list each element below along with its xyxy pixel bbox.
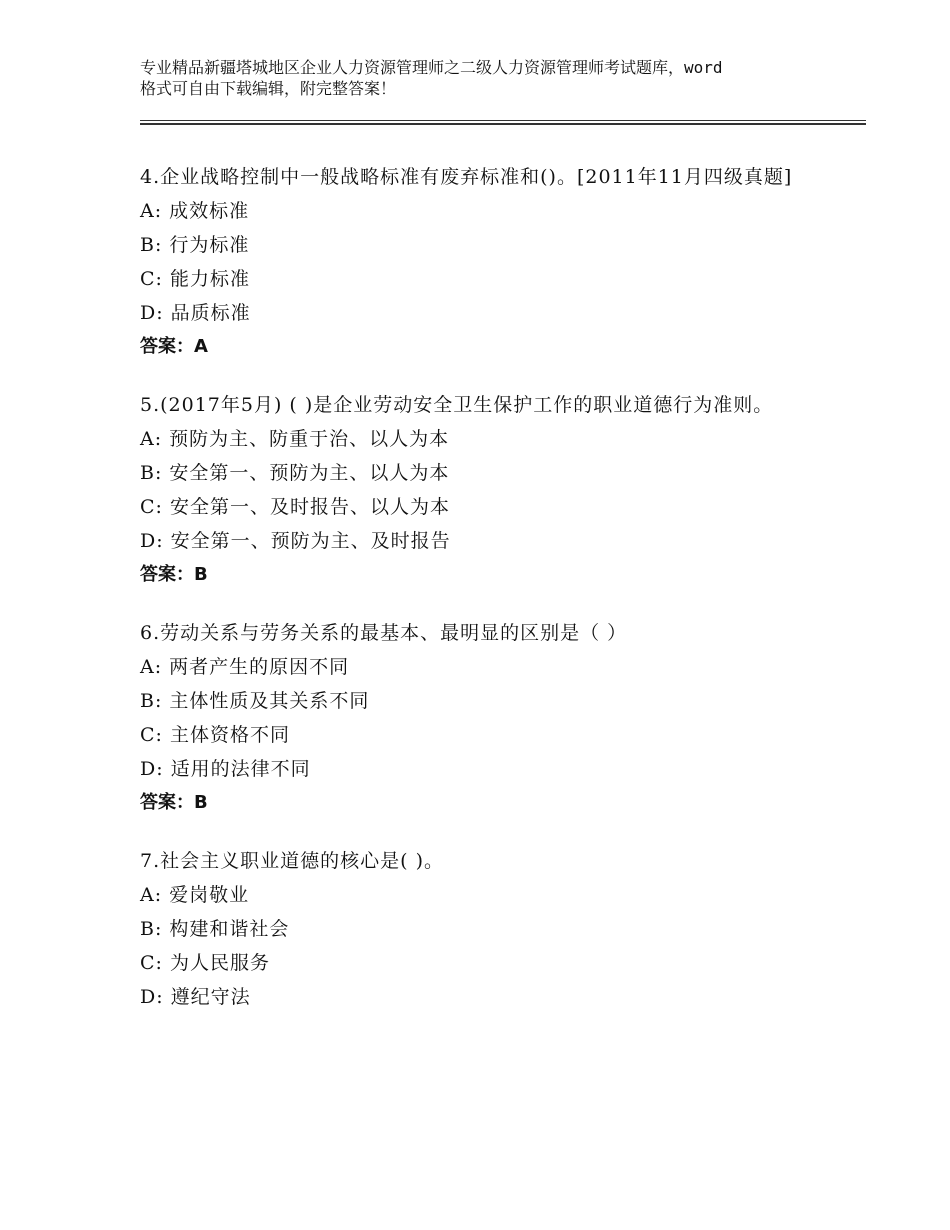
option-b: B: 安全第一、预防为主、以人为本 (140, 462, 450, 484)
document-header (140, 57, 830, 99)
question-4 (140, 160, 810, 364)
option-c: C: 能力标准 (140, 268, 250, 290)
option-c: C: 主体资格不同 (140, 724, 290, 746)
header-divider-thick (140, 123, 866, 125)
answer-label: 答案：B (140, 792, 208, 813)
question-stem: 6.劳动关系与劳务关系的最基本、最明显的区别是（ ） (140, 622, 628, 644)
option-c: C: 为人民服务 (140, 952, 270, 974)
header-line-1: 专业精品新疆塔城地区企业人力资源管理师之二级人力资源管理师考试题库，word (140, 58, 723, 77)
option-b: B: 行为标准 (140, 234, 250, 256)
question-5 (140, 388, 810, 592)
question-stem: 5.(2017年5月) ( )是企业劳动安全卫生保护工作的职业道德行为准则。 (140, 394, 774, 416)
option-a: A: 预防为主、防重于治、以人为本 (140, 428, 450, 450)
question-stem: 7.社会主义职业道德的核心是( )。 (140, 850, 444, 872)
option-d: D: 遵纪守法 (140, 986, 251, 1008)
option-d: D: 适用的法律不同 (140, 758, 311, 780)
question-7 (140, 844, 810, 1014)
option-b: B: 构建和谐社会 (140, 918, 290, 940)
option-a: A: 成效标准 (140, 200, 250, 222)
option-d: D: 品质标准 (140, 302, 251, 324)
question-stem: 4.企业战略控制中一般战略标准有废弃标准和()。[2011年11月四级真题] (140, 166, 793, 188)
option-b: B: 主体性质及其关系不同 (140, 690, 370, 712)
answer-label: 答案：B (140, 564, 208, 585)
option-a: A: 爱岗敬业 (140, 884, 250, 906)
answer-label: 答案：A (140, 336, 208, 357)
question-list (140, 160, 810, 1038)
header-line-2: 格式可自由下载编辑，附完整答案！ (140, 79, 397, 98)
option-d: D: 安全第一、预防为主、及时报告 (140, 530, 451, 552)
option-a: A: 两者产生的原因不同 (140, 656, 350, 678)
option-c: C: 安全第一、及时报告、以人为本 (140, 496, 450, 518)
question-6 (140, 616, 810, 820)
header-divider-thin (140, 120, 866, 121)
